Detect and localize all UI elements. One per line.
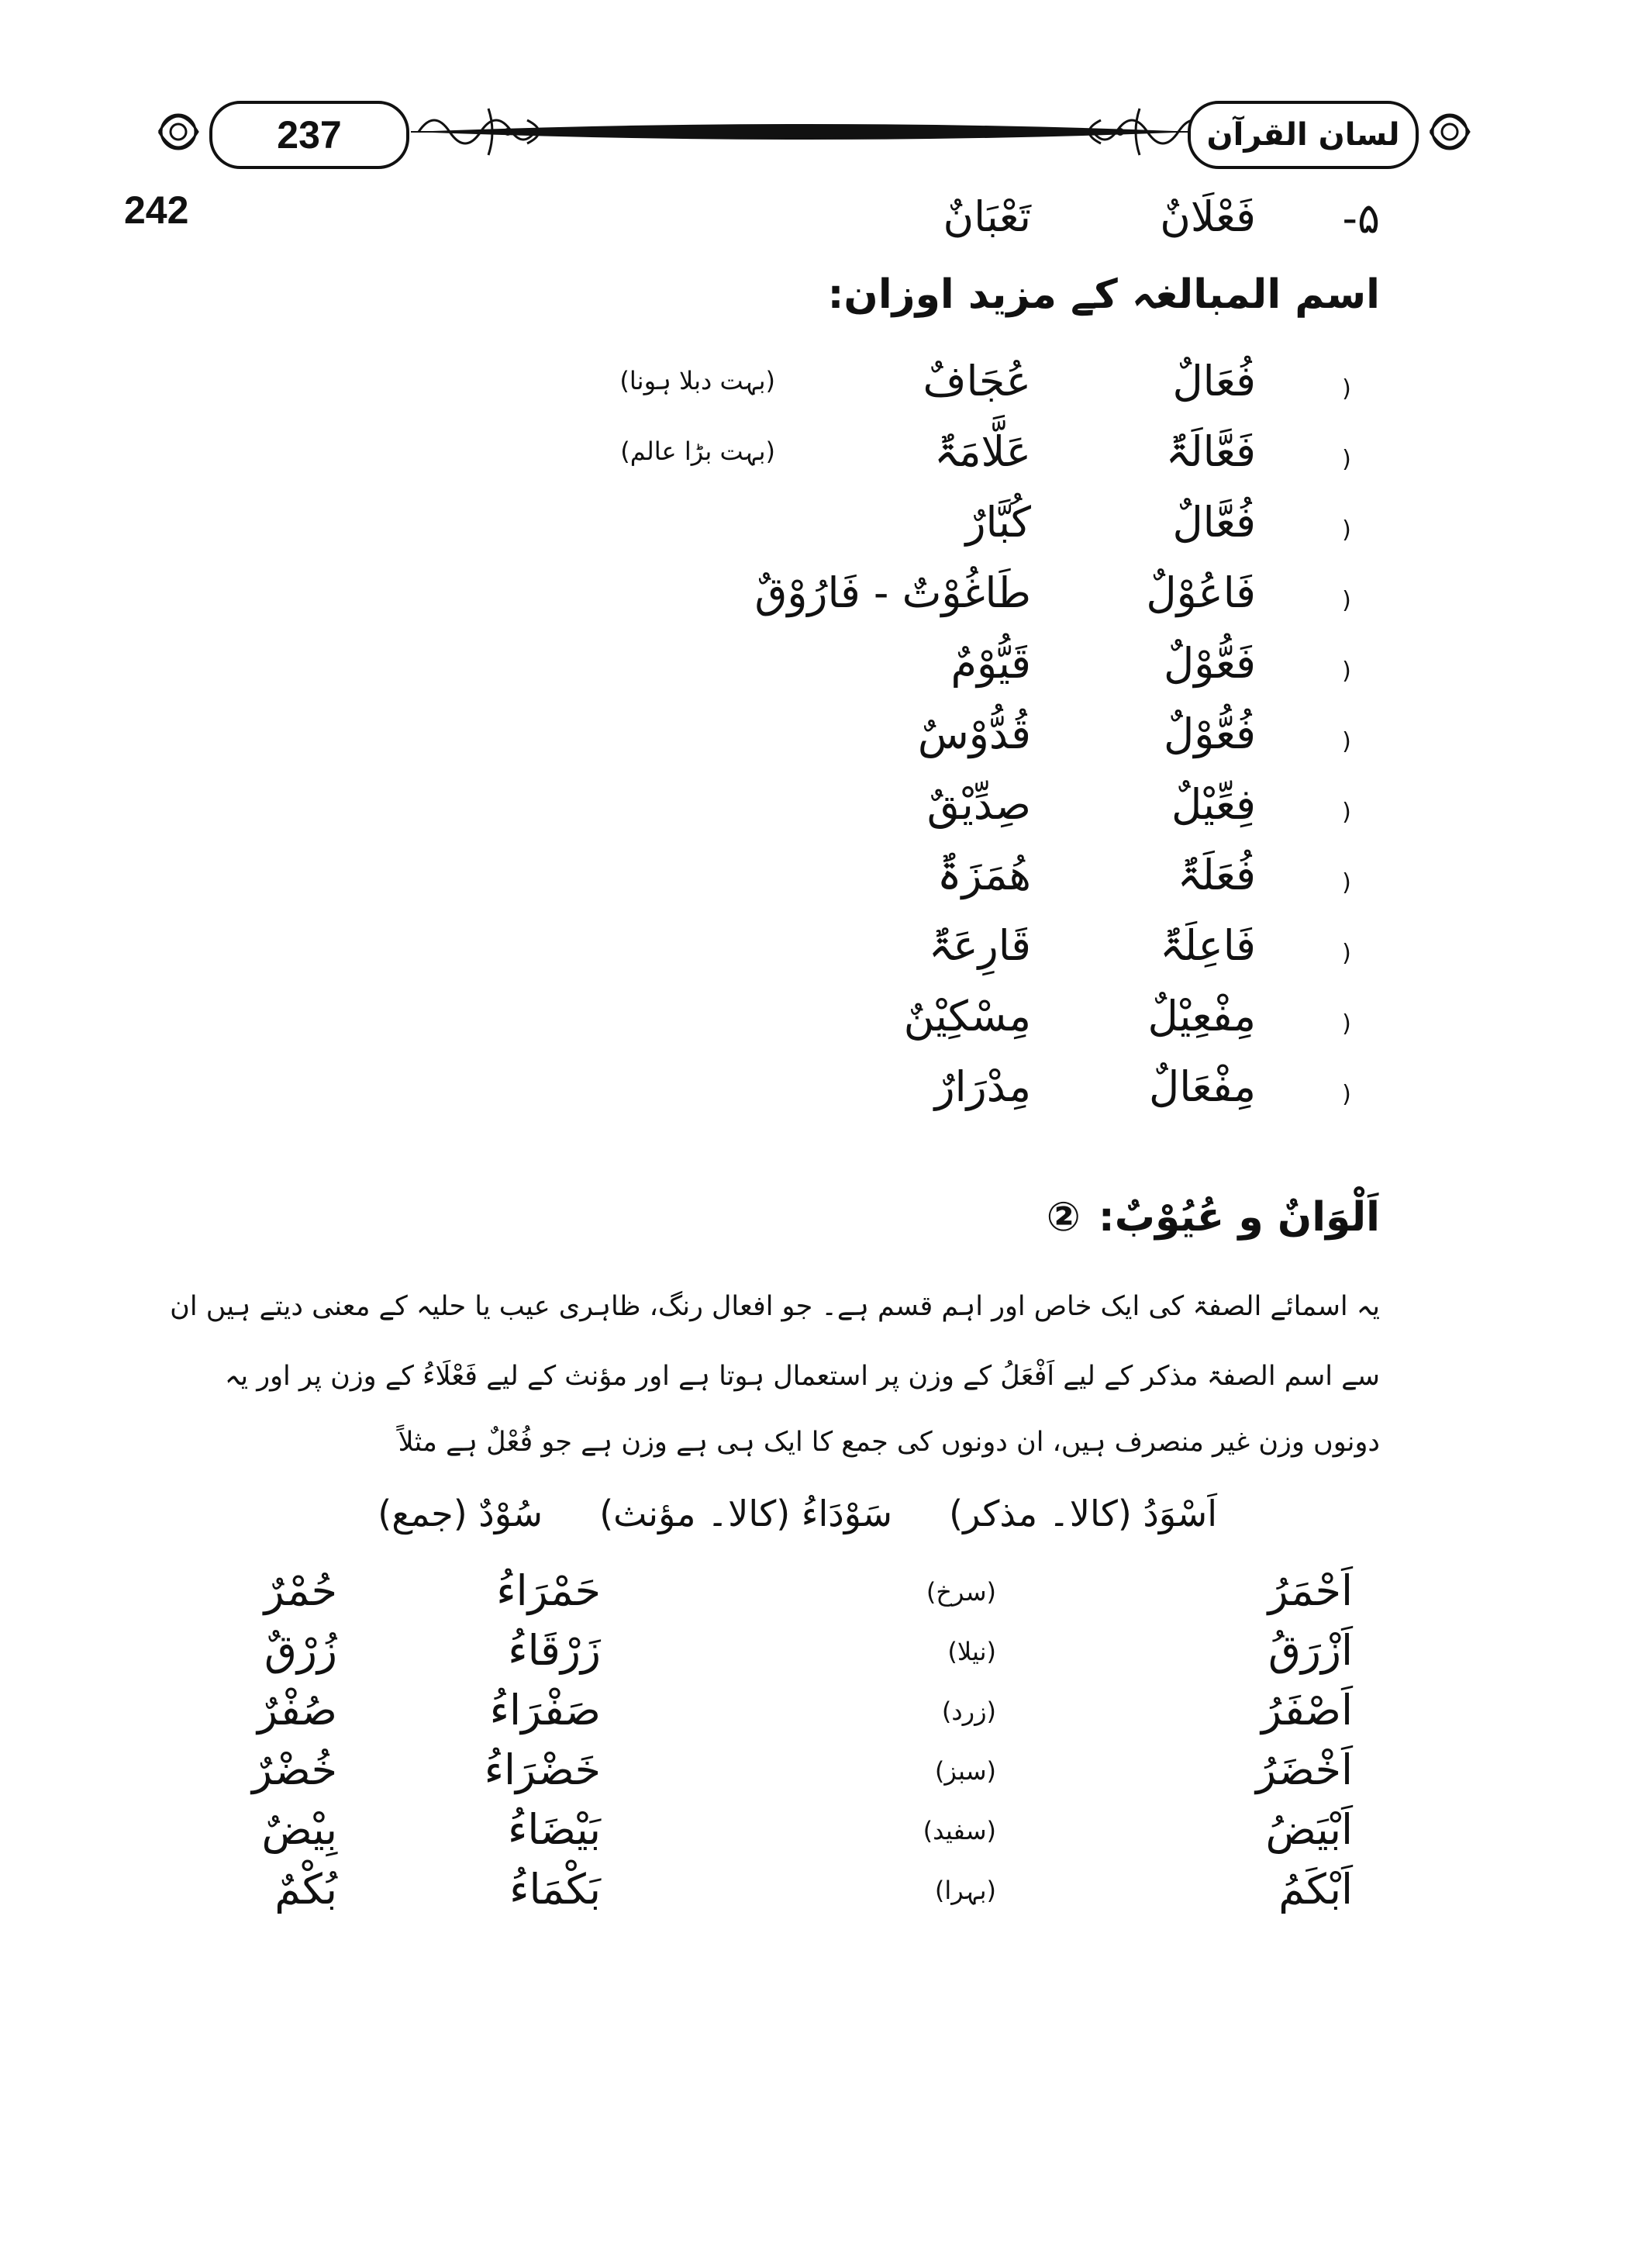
row-example: عَلَّامَۃٌ	[933, 427, 1031, 476]
row-gloss: (بہت دبلا ہونا)	[619, 366, 775, 395]
mubalagha-row	[0, 639, 1628, 704]
color-row	[0, 1805, 1628, 1867]
mubalagha-row	[0, 921, 1628, 986]
color-plural: زُرْقٌ	[264, 1626, 337, 1675]
row-example: قَیُّوْمٌ	[950, 639, 1031, 688]
mubalagha-row	[0, 1062, 1628, 1127]
row-bullet: (	[1342, 375, 1351, 402]
row-example: ھُمَزَۃٌ	[936, 851, 1031, 899]
row-example: کُبَّارٌ	[965, 498, 1031, 547]
color-meaning: (زرد)	[941, 1697, 996, 1726]
mubalagha-row	[0, 992, 1628, 1057]
color-masc: اَخْضَرُ	[1255, 1745, 1353, 1794]
color-meaning: (سفید)	[923, 1816, 996, 1845]
row-pattern: مِفْعَالٌ	[1149, 1062, 1256, 1111]
color-plural: بُکْمٌ	[274, 1865, 337, 1914]
mubalagha-row	[0, 851, 1628, 916]
color-masc: اَزْرَقُ	[1268, 1626, 1353, 1675]
page-header	[155, 85, 1473, 178]
row-pattern: فُعَالٌ	[1172, 357, 1256, 406]
color-plural: صُفْرٌ	[257, 1686, 337, 1735]
color-row	[0, 1686, 1628, 1748]
row-example: مِسْکِیْنٌ	[903, 992, 1031, 1041]
color-fem: خَضْرَاءُ	[484, 1745, 601, 1794]
color-fem: صَفْرَاءُ	[489, 1686, 601, 1735]
print-page-number: 242	[124, 188, 189, 232]
row-example: قَارِعَۃٌ	[928, 921, 1031, 970]
item5-number: ۵-	[1342, 194, 1380, 243]
color-fem: زَرْقَاءُ	[508, 1626, 601, 1675]
row-example: مِدْرَارٌ	[934, 1062, 1031, 1111]
row-pattern: فُعَّالٌ	[1172, 498, 1256, 547]
row-bullet: (	[1342, 446, 1351, 473]
mubalagha-row	[0, 498, 1628, 563]
row-pattern: فَعُّوْلٌ	[1164, 639, 1256, 688]
row-bullet: (	[1342, 658, 1351, 685]
alwan-heading-line	[1047, 1194, 1380, 1256]
row-bullet: (	[1342, 587, 1351, 614]
color-plural: خُضْرٌ	[251, 1745, 337, 1794]
book-title: لسان القرآن	[1188, 101, 1419, 169]
color-fem: حَمْرَاءُ	[496, 1566, 601, 1615]
row-pattern: فُعُّوْلٌ	[1164, 709, 1256, 758]
item5-example: تَعْبَانٌ	[943, 192, 1031, 241]
alwan-number: ②	[1046, 1194, 1081, 1241]
row-example: طَاغُوْتٌ - فَارُوْقٌ	[754, 568, 1031, 617]
mubalagha-row	[0, 709, 1628, 775]
mubalagha-row	[0, 780, 1628, 845]
color-row	[0, 1865, 1628, 1927]
row-bullet: (	[1342, 869, 1351, 896]
row-example: صِدِّیْقٌ	[926, 780, 1031, 829]
page-number: 237	[209, 101, 409, 169]
row-bullet: (	[1342, 1010, 1351, 1037]
alwan-paragraph-line-3: دونوں وزن غیر منصرف ہیں، ان دونوں کی جمع کا ایک ہی ہے وزن ہے جو فُعْلٌ ہے مثلاً	[398, 1427, 1380, 1458]
color-masc: اَبْکَمُ	[1278, 1865, 1353, 1914]
color-row	[0, 1745, 1628, 1807]
row-bullet: (	[1342, 1081, 1351, 1108]
row-pattern: فُعَلَۃٌ	[1177, 851, 1256, 899]
mubalagha-heading: اسم المبالغہ کے مزید اوزان:	[827, 271, 1380, 318]
mubalagha-row	[0, 568, 1628, 633]
row-pattern: فِعِّیْلٌ	[1171, 780, 1256, 829]
color-row	[0, 1566, 1628, 1628]
row-example: قُدُّوْسٌ	[917, 709, 1031, 758]
color-plural: حُمْرٌ	[264, 1566, 337, 1615]
color-meaning: (نیلا)	[947, 1637, 996, 1666]
color-masc: اَبْیَضُ	[1265, 1805, 1353, 1854]
color-meaning: (بہرا)	[934, 1876, 996, 1905]
mubalagha-row	[0, 357, 1628, 422]
row-pattern: فَاعِلَۃٌ	[1159, 921, 1256, 970]
alwan-heading: اَلْوَانٌ و عُیُوْبٌ:	[1098, 1194, 1380, 1241]
color-fem: بَیْضَاءُ	[508, 1805, 601, 1854]
row-bullet: (	[1342, 799, 1351, 826]
row-gloss: (بہت بڑا عالم)	[620, 437, 775, 466]
alwan-example-line: اَسْوَدُ (کالا۔ مذکر) سَوْدَاءُ (کالا۔ مؤنث) سُوْدٌ (جمع)	[378, 1493, 1217, 1534]
color-meaning: (سرخ)	[926, 1577, 996, 1607]
row-pattern: فَاعُوْلٌ	[1146, 568, 1256, 617]
row-example: عُجَافٌ	[923, 357, 1031, 406]
row-bullet: (	[1342, 516, 1351, 544]
mubalagha-row	[0, 427, 1628, 492]
alwan-paragraph-line-2: سے اسم الصفۃ مذکر کے لیے اَفْعَلُ کے وزن پر استعمال ہوتا ہے اور مؤنث کے لیے فَعْلَاءُ کے وزن پر اور یہ	[224, 1361, 1380, 1392]
item5-pattern: فَعْلَانٌ	[1160, 192, 1256, 241]
color-row	[0, 1626, 1628, 1688]
color-masc: اَصْفَرُ	[1261, 1686, 1353, 1735]
row-bullet: (	[1342, 940, 1351, 967]
alwan-paragraph-line-1: یہ اسمائے الصفۃ کی ایک خاص اور اہم قسم ہے۔ جو افعال رنگ، ظاہری عیب یا حلیہ کے معنی دیتے ہیں ان	[170, 1291, 1380, 1322]
row-pattern: مِفْعِیْلٌ	[1147, 992, 1256, 1041]
color-meaning: (سبز)	[934, 1756, 996, 1786]
row-bullet: (	[1342, 728, 1351, 755]
color-fem: بَکْمَاءُ	[509, 1865, 601, 1914]
color-masc: اَحْمَرُ	[1268, 1566, 1353, 1615]
color-plural: بِیْضٌ	[261, 1805, 337, 1854]
row-pattern: فَعَّالَۃٌ	[1165, 427, 1256, 476]
